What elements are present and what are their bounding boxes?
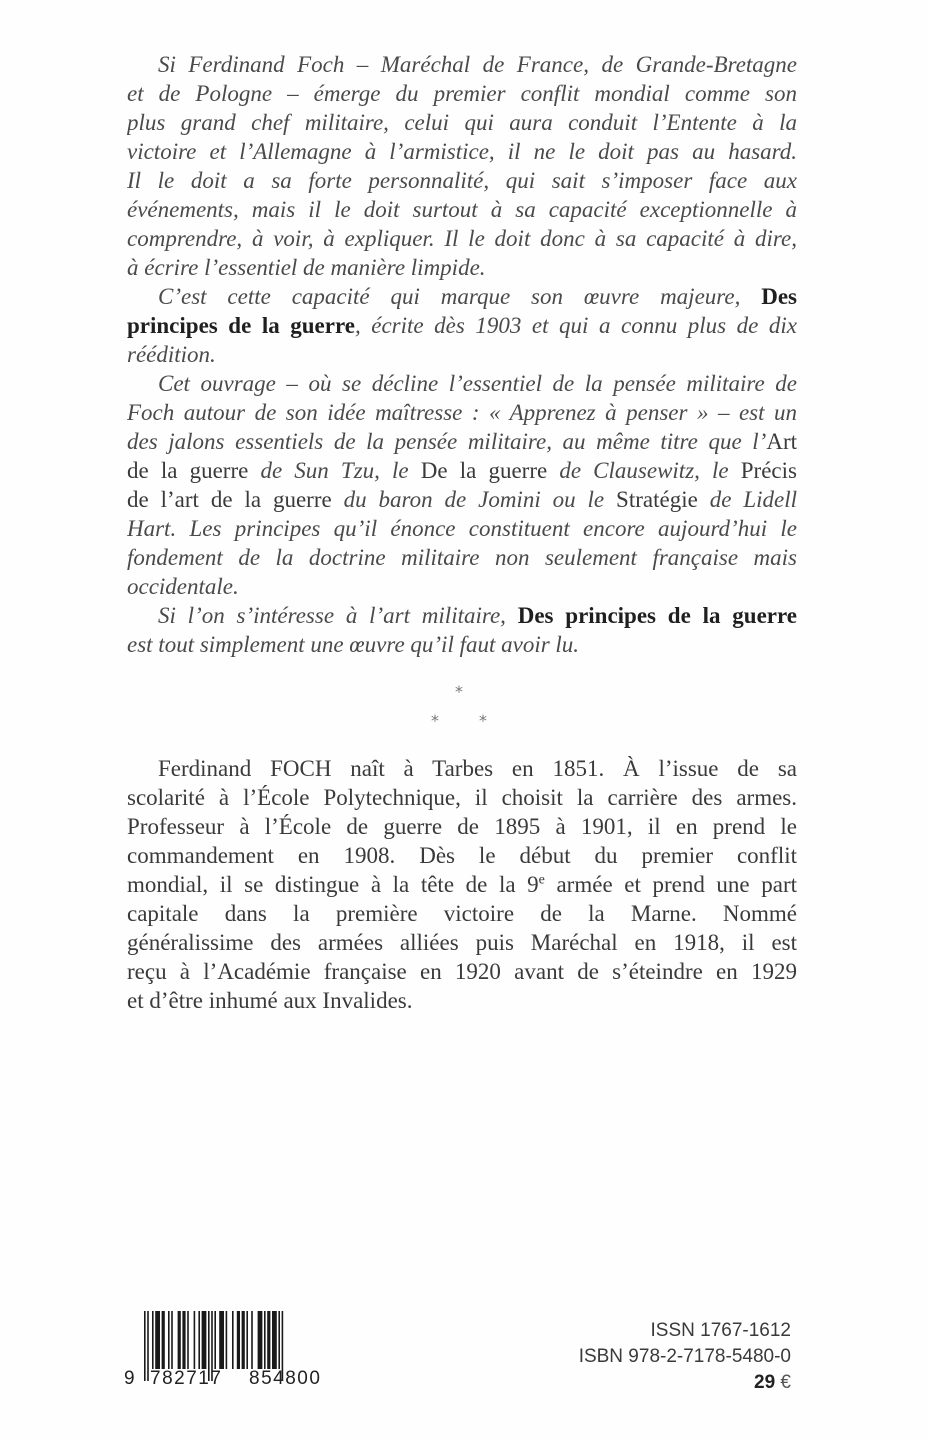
blurb-text: de Sun Tzu, le (248, 458, 421, 483)
separator-star: * (431, 711, 439, 730)
book-title: principes de la guerre (127, 313, 355, 338)
blurb-line: réédition. (127, 342, 216, 367)
blurb-line: occidentale. (127, 574, 239, 599)
bio-text: mondial, il se distingue à la tête de la 9 (127, 872, 539, 897)
barcode-bar (278, 1311, 280, 1369)
barcode-bar (182, 1311, 185, 1369)
barcode-bar (171, 1311, 173, 1369)
barcode-bar (144, 1311, 146, 1381)
price (579, 1370, 791, 1396)
blurb-text: Si l’on s’intéresse à l’art militaire, (158, 603, 506, 628)
barcode-bar (272, 1311, 277, 1369)
author-bio (127, 754, 797, 1015)
blurb-line: victoire et l’Allemagne à l’armistice, il ne le doit pas au hasard. (127, 139, 797, 164)
barcode-bar (251, 1311, 253, 1369)
blurb-text: de Lidell (697, 487, 797, 512)
book-title: Des (761, 284, 797, 309)
bio-line: et d’être inhumé aux Invalides. (127, 988, 413, 1013)
barcode-bar (246, 1311, 248, 1369)
barcode-bar (264, 1311, 266, 1369)
barcode-digit: 9 (124, 1368, 135, 1389)
work-title: Précis (740, 458, 797, 483)
blurb-line: Foch autour de son idée maîtresse : « Apprenez à penser » – est un (127, 400, 797, 425)
blurb-line (127, 485, 797, 514)
blurb-line: fondement de la doctrine militaire non seulement française mais (127, 545, 797, 570)
blurb-line: Hart. Les principes qu’il énonce constituent encore aujourd’hui le (127, 516, 797, 541)
barcode-bar (152, 1311, 154, 1369)
currency: € (780, 1372, 791, 1393)
bio-line: reçu à l’Académie française en 1920 avant de s’éteindre en 1929 (127, 959, 797, 984)
bio-line: scolarité à l’École Polytechnique, il choisit la carrière des armes. (127, 785, 797, 810)
blurb-line (127, 311, 797, 340)
barcode-bar (162, 1311, 165, 1369)
isbn-barcode (124, 1311, 344, 1389)
blurb-line: événements, mais il le doit surtout à sa capacité exceptionnelle à (127, 197, 797, 222)
price-value: 29 (754, 1372, 776, 1393)
work-title: De la guerre (420, 458, 548, 483)
barcode-bar (147, 1311, 149, 1381)
barcode-digits: 854800 (249, 1368, 322, 1389)
blurb-text: du baron de Jomini ou le (331, 487, 617, 512)
bio-line: Ferdinand FOCH naît à Tarbes en 1851. À l’issue de sa (158, 756, 797, 781)
blurb-line: est tout simplement une œuvre qu’il faut avoir lu. (127, 632, 580, 657)
separator-star: * (479, 711, 487, 730)
blurb-line: comprendre, à voir, à expliquer. Il le doit donc à sa capacité à dire, (127, 226, 797, 251)
blurb (127, 50, 797, 659)
barcode-bar (237, 1311, 240, 1369)
work-title: de l’art de la guerre (127, 487, 332, 512)
barcode-bar (198, 1311, 200, 1369)
blurb-line (127, 282, 797, 311)
blurb-line (127, 601, 797, 630)
blurb-line: plus grand chef militaire, celui qui aura conduit l’Entente à la (127, 110, 797, 135)
blurb-line: et de Pologne – émerge du premier conflit mondial comme son (127, 81, 797, 106)
blurb-line (127, 456, 797, 485)
superscript: e (538, 872, 545, 888)
blurb-text: des jalons essentiels de la pensée militaire, au même titre que l’ (127, 429, 767, 454)
barcode-bar (242, 1311, 245, 1369)
book-title: Des principes de la guerre (517, 603, 797, 628)
barcode-bar (267, 1311, 270, 1369)
barcode-bar (258, 1311, 263, 1369)
barcode-bar (187, 1311, 189, 1369)
issn: ISSN 1767-1612 (650, 1320, 791, 1341)
barcode-bar (214, 1311, 216, 1369)
bio-line (127, 870, 797, 899)
bio-text: armée et prend une part (544, 872, 797, 897)
separator-star: * (455, 682, 463, 701)
barcode-bar (178, 1311, 181, 1369)
blurb-line: à écrire l’essentiel de manière limpide. (127, 255, 486, 280)
barcode-digits: 782717 (150, 1368, 223, 1389)
bio-line: généralissime des armées alliées puis Maréchal en 1918, il est (127, 930, 797, 955)
barcode-bar (194, 1311, 196, 1369)
publication-info (579, 1318, 791, 1396)
bio-line: Professeur à l’École de guerre de 1895 à 1901, il en prend le (127, 814, 797, 839)
barcode-bar (168, 1311, 170, 1369)
barcode-bar (226, 1311, 228, 1369)
barcode-bar (202, 1311, 207, 1369)
isbn: ISBN 978-2-7178-5480-0 (578, 1346, 791, 1367)
bio-line: commandement en 1908. Dès le début du premier conflit (127, 843, 797, 868)
barcode-bar (219, 1311, 224, 1369)
blurb-text: C’est cette capacité qui marque son œuvre majeure, (158, 284, 741, 309)
work-title: Art (766, 429, 797, 454)
work-title: Stratégie (616, 487, 698, 512)
barcode-bar (155, 1311, 160, 1369)
blurb-line: Cet ouvrage – où se décline l’essentiel de la pensée militaire de (158, 371, 797, 396)
bio-line: capitale dans la première victoire de la Marne. Nommé (127, 901, 797, 926)
blurb-line: Il le doit a sa forte personnalité, qui sait s’imposer face aux (127, 168, 797, 193)
work-title: de la guerre (127, 458, 249, 483)
blurb-line: Si Ferdinand Foch – Maréchal de France, de Grande-Bretagne (158, 52, 797, 77)
blurb-text: , écrite dès 1903 et qui a connu plus de dix (354, 313, 797, 338)
barcode-bar (232, 1311, 234, 1369)
blurb-line (127, 427, 797, 456)
blurb-text: de Clausewitz, le (547, 458, 741, 483)
